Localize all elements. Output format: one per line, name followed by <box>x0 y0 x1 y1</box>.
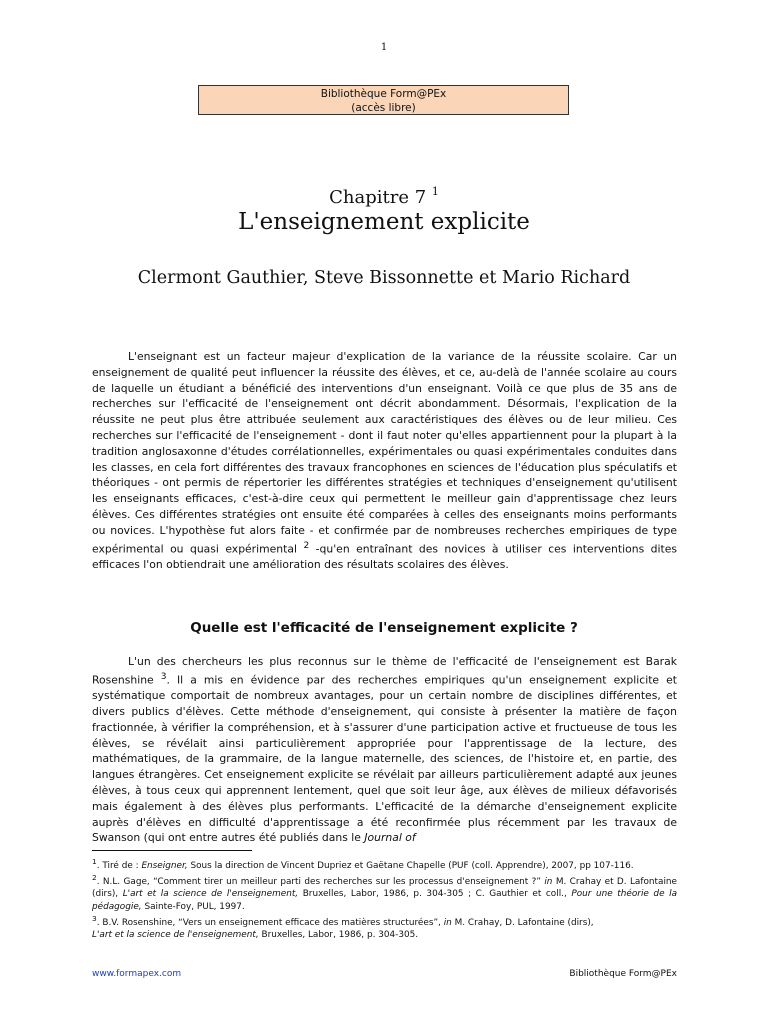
footnote-3-in: in <box>443 917 452 928</box>
footnote-3-work: L'art et la science de l'enseignement, <box>92 929 259 940</box>
footnote-divider <box>92 850 252 851</box>
intro-text-1: L'enseignant est un facteur majeur d'explication de la variance de la réussite scolaire. Car un enseignement de qualité peut influencer la réussite des élèves, et ce, au-delà de l'année scolaire au cours de laquelle un étudiant a bénéficié des interventions d'un enseignant. Voilà ce que plus de 35 ans de recherches sur l'efficacité de l'enseignement ont décrit abondamment. Désormais, l'explication de la réussite ne peut plus être attribuée seulement aux caractéristiques des élèves ou de leur milieu. Ces recherches sur l'efficacité de l'enseignement - dont il faut noter qu'elles appartiennent pour la plupart à la tradition anglosaxonne d'études corrélationnelles, expérimentales ou quasi expérimentales conduites dans les classes, en cela fort différentes des travaux francophones en sciences de l'éducation plus spéculatifs et théoriques - ont permis de répertorier les différentes stratégies et techniques d'enseignement qu'utilisent les enseignants efficaces, c'est-à-dire ceux qui permettent le meilleur gain d'apprentissage chez leurs élèves. Ces différentes stratégies ont ensuite été comparées à celles des enseignants moins performants ou novices. L'hypothèse fut alors faite - et confirmée par de nombreuses recherches empiriques de type expérimental ou quasi expérimental <box>92 350 677 556</box>
footnote-2-text-a: . N.L. Gage, “Comment tirer un meilleur parti des recherches sur les processus d'enseignement ?” <box>96 877 541 888</box>
footnote-ref-2[interactable]: 2 <box>303 540 310 551</box>
footnote-3-text-c: M. Crahay, D. Lafontaine (dirs), <box>454 917 594 928</box>
authors-line: Clermont Gauthier, Steve Bissonnette et Mario Richard <box>137 268 631 288</box>
footer-website-link[interactable]: www.formapex.com <box>92 969 182 979</box>
library-banner <box>198 85 569 115</box>
footnote-3 <box>92 913 677 941</box>
footnote-1-text-a: . Tiré de : <box>96 860 139 871</box>
banner-subtitle: (accès libre) <box>351 102 416 114</box>
footnote-1-text-c: Sous la direction de Vincent Dupriez et Gaëtane Chapelle (PUF (coll. Apprendre), 2007, pp 107-116. <box>190 860 634 871</box>
footnote-2-number: 2 <box>92 873 97 883</box>
footnote-ref-3[interactable]: 3 <box>160 671 167 682</box>
footnote-2-text-g: Sainte-Foy, PUL, 1997. <box>144 901 245 912</box>
footnote-1 <box>92 856 677 872</box>
page-title: L'enseignement explicite <box>238 209 530 235</box>
section-paragraph <box>92 654 677 846</box>
footnote-3-number: 3 <box>92 913 97 923</box>
footnote-1-work: Enseigner, <box>141 860 188 871</box>
intro-paragraph <box>92 349 677 573</box>
footnote-1-number: 1 <box>92 857 97 866</box>
footnote-3-text-e: Bruxelles, Labor, 1986, p. 304-305. <box>261 929 419 940</box>
page-number: 1 <box>380 42 388 53</box>
section-heading: Quelle est l'efficacité de l'enseignement explicite ? <box>190 620 578 636</box>
footnote-2-text-e: Bruxelles, Labor, 1986, p. 304-305 ; C. Gauthier et coll., <box>302 889 567 900</box>
section-text-1: L'un des chercheurs les plus reconnus sur le thème de l'efficacité de l'enseignement est Barak Rosenshine <box>92 655 677 687</box>
banner-title: Bibliothèque Form@PEx <box>320 88 447 100</box>
footnotes <box>92 856 677 941</box>
chapter-label <box>0 187 768 208</box>
footnote-2-work-1: L'art et la science de l'enseignement, <box>122 889 299 900</box>
footer-library-name: Bibliothèque Form@PEx <box>569 969 677 979</box>
footnote-3-text-a: . B.V. Rosenshine, “Vers un enseignement efficace des matières structurées”, <box>96 917 441 928</box>
footnote-ref-1[interactable]: 1 <box>431 185 439 198</box>
section-italic-end: Journal of <box>364 831 416 845</box>
chapter-text: Chapitre 7 <box>329 187 427 208</box>
footnote-2-text-c: M. Crahay et D. Lafontaine (dirs), <box>92 877 677 900</box>
footnote-2-in: in <box>544 877 553 888</box>
footnote-2-work-2: Pour une théorie de la pédagogie, <box>92 889 678 912</box>
footnote-2 <box>92 872 677 913</box>
section-text-2: . Il a mis en évidence par des recherches empiriques qu'un enseignement explicite et systématique comportait de nombreux avantages, pour un certain nombre de disciplines différentes, et divers publics d'élèves. Cette méthode d'enseignement, qui consiste à présenter la matière de façon fractionnée, à vérifier la compréhension, et à s'assurer d'une participation active et fructueuse de tous les élèves, se révélait ainsi particulièrement appropriée pour l'apprentissage de la lecture, des mathématiques, de la grammaire, de la langue maternelle, des sciences, de l'histoire et, en partie, des langues étrangères. Cet enseignement explicite se révélait par ailleurs particulièrement adapté aux jeunes élèves, à tous ceux qui apprennent lentement, quel que soit leur âge, aux élèves de milieux défavorisés mais également à des élèves plus performants. L'efficacité de la démarche d'enseignement explicite auprès d'élèves en difficulté d'apprentissage a été reconfirmée plus récemment par les travaux de Swanson (qui ont entre autres été publiés dans le <box>92 673 677 845</box>
intro-text-2: -qu'en entraînant des novices à utiliser ces interventions dites efficaces l'on obtiendrait une amélioration des résultats scolaires des élèves. <box>92 542 677 571</box>
